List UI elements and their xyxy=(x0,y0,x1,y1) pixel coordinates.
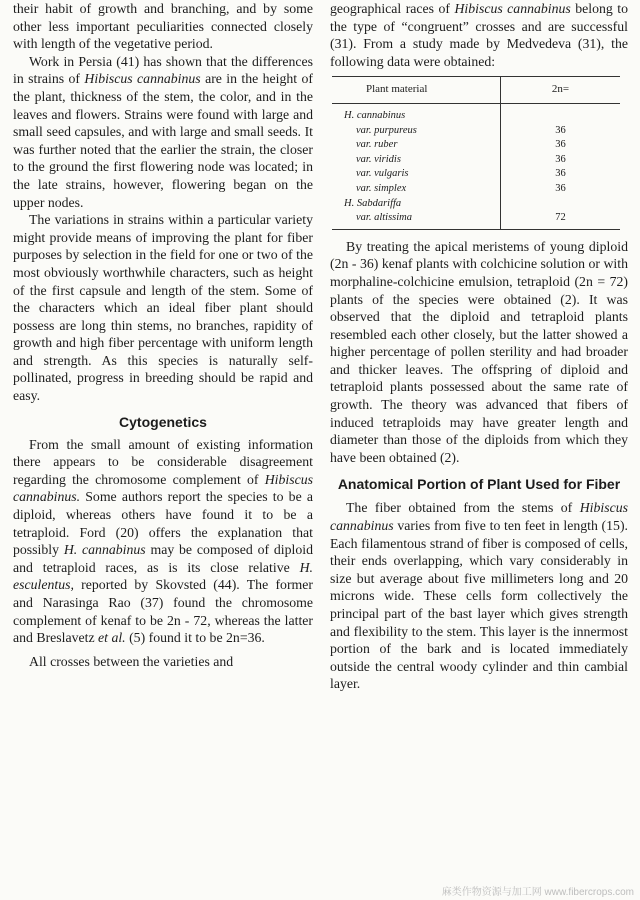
left-column xyxy=(13,0,313,670)
chromosome-table xyxy=(332,76,620,229)
table-row xyxy=(332,211,620,229)
table-row xyxy=(332,103,620,123)
table-header-plant-material: Plant material xyxy=(332,77,501,104)
table-row xyxy=(332,124,620,139)
table-cell-plant: var. altissima xyxy=(332,211,501,229)
table-cell-2n: 36 xyxy=(555,168,566,180)
table-cell-2n: 36 xyxy=(555,153,566,165)
table-row xyxy=(332,182,620,197)
paragraph-geographical-races: geographical races of Hibiscus cannabinus belong to the type of “congruent” crosses and are successful (31). From a study made by Medvedeva (31), the following data were obtained: xyxy=(330,1,628,69)
right-column xyxy=(330,0,628,693)
table-cell-2n: 36 xyxy=(555,182,566,194)
paragraph-fiber-description: The fiber obtained from the stems of Hibiscus cannabinus varies from five to ten feet in length (15). Each filamentous strand of fiber is composed of cells, their ends overlapping, which vary considerably in size but average about five millimeters long and 20 microns wide. These cells form collectively the principal part of the bast layer which gives strength and flexibility to the stem. This layer is the innermost portion of the bark and is located immediately outside the central woody cylinder and thin cambial layer. xyxy=(330,500,628,692)
paragraph-colchicine-treatment: By treating the apical meristems of young diploid (2n - 36) kenaf plants with colchicine solution or with morphaline-colchicine emulsion, tetraploid (2n = 72) plants of the species were obtained (2). It was observed that the diploid and tetraploid plants resembled each other closely, but the latter showed a higher percentage of pollen sterility and had broader and thicker leaves. The offspring of diploid and tetraploid plants possessed about the same rate of growth. The theory was advanced that fibers of induced tetraploids may have greater length and diameter than those of the diploids from which they have been obtained (2). xyxy=(330,238,628,465)
table-row xyxy=(332,153,620,168)
table-header-2n: 2n= xyxy=(501,77,621,104)
table-body xyxy=(332,103,620,229)
watermark: 麻类作物资源与加工网 www.fibercrops.com xyxy=(441,887,634,898)
table-cell-plant: var. purpureus xyxy=(332,124,501,139)
table-cell-plant: var. ruber xyxy=(332,138,501,153)
table-header-row xyxy=(332,77,620,104)
paragraph-crosses: All crosses between the varieties and xyxy=(29,653,234,669)
table-cell-plant: var. vulgaris xyxy=(332,167,501,182)
table-row xyxy=(332,197,620,212)
heading-anatomical-portion: Anatomical Portion of Plant Used for Fiber xyxy=(337,476,621,493)
chromosome-table-wrapper xyxy=(332,76,628,229)
table-row xyxy=(332,138,620,153)
table-cell-plant: var. viridis xyxy=(332,153,501,168)
paragraph-persia-strains: Work in Persia (41) has shown that the differences in strains of Hibiscus cannabinus are in the height of the plant, thickness of the stem, the color, and in the leaves and flowers. Strains were found with large and small seed capsules, and with large and small seeds. It was further noted that the earlier the strain, the closer to the ground the first flowering node was located; in the late strains, however, flowering began on the upper nodes. xyxy=(13,53,314,210)
paragraph-strain-variations: The variations in strains within a particular variety might provide means of improving the plant for fiber purposes by selection in the field for one or two of the most obviously worthwhile characters, such as height of the first capsule and length of the stem. Some of the characters which an ideal fiber plant should possess are long thin stems, no branches, rapidity of growth and high fiber percentage with uniform length and strength. As this species is naturally self-pollinated, progress in breeding should be rapid and easy. xyxy=(13,212,313,404)
table-cell-plant: H. Sabdariffa xyxy=(332,197,501,212)
table-cell-2n xyxy=(501,103,621,123)
table-cell-plant: var. simplex xyxy=(332,182,501,197)
table-cell-2n: 36 xyxy=(555,124,566,136)
heading-cytogenetics: Cytogenetics xyxy=(119,413,207,430)
paragraph-chromosome-complement: From the small amount of existing information there appears to be considerable disagreement regarding the chromosome complement of Hibiscus cannabinus. Some authors report the species to be a diploid, whereas others have found it to be a tetraploid. Ford (20) offers the explanation that possibly H. cannabinus may be composed of diploid and tetraploid races, as is its close relative H. esculentus, reported by Skovsted (44). The former and Narasinga Rao (37) found the chromosome complement of kenaf to be 2n - 72, whereas the latter and Breslavetz et al. (5) found it to be 2n=36. xyxy=(13,436,313,646)
table-row xyxy=(332,167,620,182)
table-cell-2n: 36 xyxy=(555,139,566,151)
paragraph-growth-habit: their habit of growth and branching, and by some other less important peculiarities connected closely with length of the vegetative period. xyxy=(13,1,313,52)
table-cell-2n xyxy=(501,197,621,212)
table-cell-2n: 72 xyxy=(501,211,621,229)
table-cell-plant: H. cannabinus xyxy=(332,103,501,123)
